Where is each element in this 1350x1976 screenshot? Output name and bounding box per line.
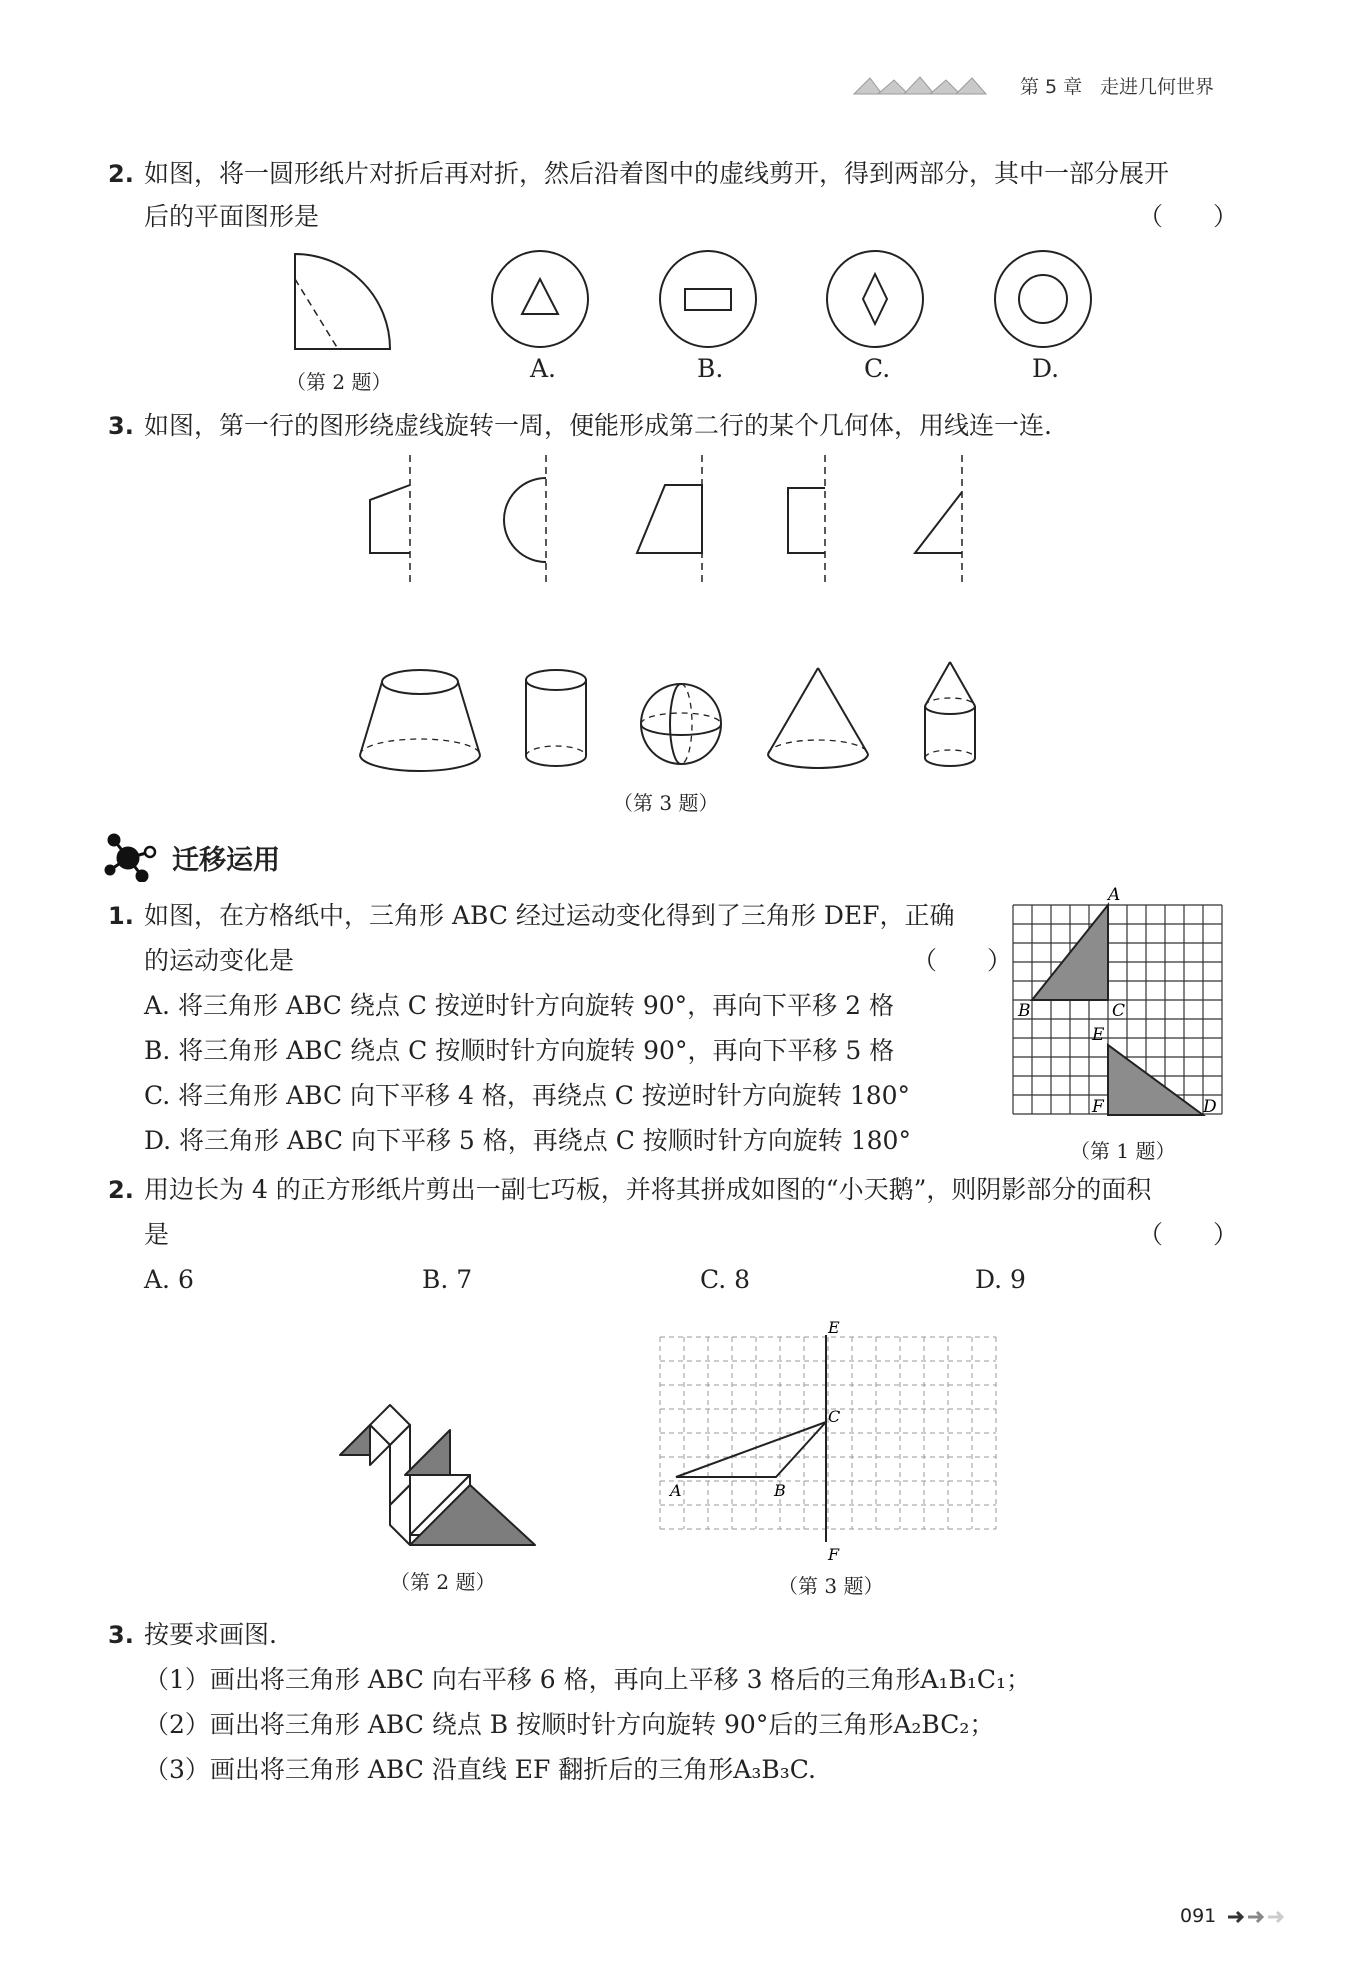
figure-caption: （第 3 题） xyxy=(613,791,719,815)
option-b: B. 7 xyxy=(422,1265,473,1294)
label-a: A xyxy=(1108,885,1121,905)
cylinder-solid xyxy=(526,670,586,766)
option-b: B. 将三角形 ABC 绕点 C 按顺时针方向旋转 90°，再向下平移 5 格 xyxy=(144,1036,895,1065)
option-b-figure xyxy=(660,251,756,347)
rectangle-shape xyxy=(788,488,825,553)
cone-solid xyxy=(768,668,868,768)
answer-bracket: （ ） xyxy=(912,946,1013,975)
sphere-solid xyxy=(641,684,721,764)
figure-caption: （第 2 题） xyxy=(286,370,392,394)
label-a: A xyxy=(670,1481,682,1500)
semicircle-shape xyxy=(504,478,546,562)
label-f: F xyxy=(1092,1097,1104,1117)
answer-bracket: （ ） xyxy=(1138,1220,1239,1249)
option-a: A. 6 xyxy=(144,1265,194,1294)
question-number: 3. xyxy=(108,412,134,440)
figure-caption: （第 3 题） xyxy=(778,1574,884,1598)
label-b: B xyxy=(1018,1001,1031,1021)
question-number: 1. xyxy=(108,902,134,930)
q1-grid-figure xyxy=(1000,880,1240,1120)
subquestion-3: （3）画出将三角形 ABC 沿直线 EF 翻折后的三角形A₃B₃C. xyxy=(144,1755,816,1784)
label-e: E xyxy=(1092,1025,1105,1045)
answer-bracket: （ ） xyxy=(1138,202,1239,231)
swan-tangram-figure xyxy=(330,1395,550,1570)
question-text: 按要求画图. xyxy=(144,1620,277,1649)
q3-grid-figure xyxy=(650,1320,1005,1580)
subquestion-2: （2）画出将三角形 ABC 绕点 B 按顺时针方向旋转 90°后的三角形A₂BC₂； xyxy=(144,1710,995,1739)
option-label-b: B. xyxy=(697,354,724,383)
subquestion-1: （1）画出将三角形 ABC 向右平移 6 格，再向上平移 3 格后的三角形A₁B₁C₁； xyxy=(144,1665,1032,1694)
triangle-def xyxy=(1108,1045,1203,1115)
label-b: B xyxy=(774,1481,786,1500)
question-text: 如图，在方格纸中，三角形 ABC 经过运动变化得到了三角形 DEF，正确 xyxy=(144,901,955,930)
cut-dashed-line xyxy=(295,279,338,349)
figure-caption: （第 1 题） xyxy=(1070,1139,1176,1163)
header-mountain-icon xyxy=(852,74,1002,96)
chapter-title: 走进几何世界 xyxy=(1100,76,1215,98)
option-label-d: D. xyxy=(1032,354,1060,383)
question-number: 3. xyxy=(108,1621,134,1649)
section-title: 迁移运用 xyxy=(172,845,280,876)
arrow-right-icon xyxy=(1226,1907,1296,1927)
question-text: 的运动变化是 xyxy=(144,946,295,975)
label-c: C xyxy=(828,1407,841,1426)
chapter-label: 第 5 章 xyxy=(1020,76,1083,98)
option-c: C. 8 xyxy=(700,1265,751,1294)
option-d: D. 将三角形 ABC 向下平移 5 格，再绕点 C 按顺时针方向旋转 180° xyxy=(144,1126,911,1155)
option-a-figure xyxy=(492,251,588,347)
molecule-icon xyxy=(104,832,164,882)
option-d-figure xyxy=(995,251,1091,347)
option-c-figure xyxy=(827,251,923,347)
figure-caption: （第 2 题） xyxy=(390,1570,496,1594)
q2-figures xyxy=(280,244,1100,374)
option-c: C. 将三角形 ABC 向下平移 4 格，再绕点 C 按逆时针方向旋转 180° xyxy=(144,1081,911,1110)
trapezoid-shape xyxy=(637,485,702,553)
question-text: 是 xyxy=(144,1220,170,1249)
q3-solid-shapes xyxy=(340,650,1000,775)
question-text: 用边长为 4 的正方形纸片剪出一副七巧板，并将其拼成如图的“小天鹅”，则阴影部分的面积 xyxy=(144,1175,1152,1204)
question-text: 如图，将一圆形纸片对折后再对折，然后沿着图中的虚线剪开，得到两部分，其中一部分展开 xyxy=(144,159,1170,188)
frustum-solid xyxy=(360,670,480,771)
question-number: 2. xyxy=(108,160,134,188)
label-c: C xyxy=(1112,1001,1126,1021)
cone-cylinder-solid xyxy=(925,662,975,766)
right-trapezoid-shape xyxy=(370,485,410,553)
label-d: D xyxy=(1203,1097,1217,1117)
label-e: E xyxy=(828,1320,840,1337)
question-number: 2. xyxy=(108,1176,134,1204)
option-label-a: A. xyxy=(530,354,557,383)
q3-plane-shapes xyxy=(350,450,990,590)
question-text: 如图，第一行的图形绕虚线旋转一周，便能形成第二行的某个几何体，用线连一连. xyxy=(144,411,1052,440)
label-f: F xyxy=(828,1545,840,1564)
option-label-c: C. xyxy=(864,354,891,383)
question-text: 后的平面图形是 xyxy=(144,202,320,231)
right-triangle-shape xyxy=(915,492,962,553)
option-a: A. 将三角形 ABC 绕点 C 按逆时针方向旋转 90°，再向下平移 2 格 xyxy=(144,991,894,1020)
option-d: D. 9 xyxy=(975,1265,1026,1294)
page-number: 091 xyxy=(1180,1905,1217,1927)
